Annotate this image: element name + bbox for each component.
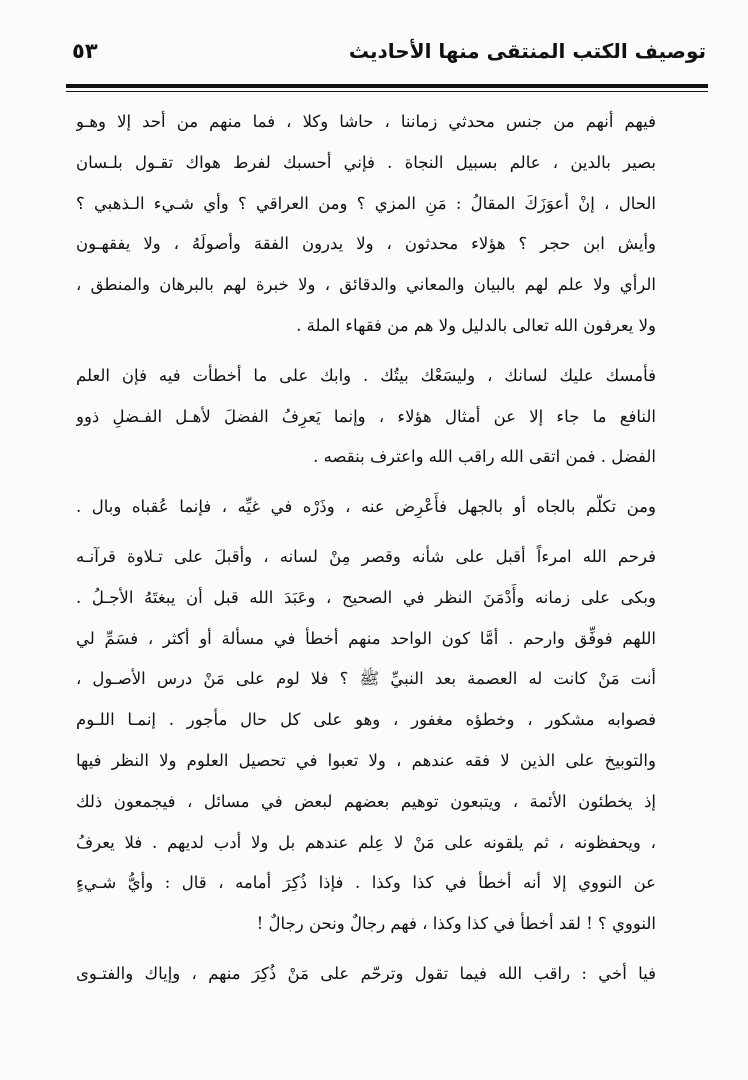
text-line: ، ويحفظونه ، ثم يلقونه على مَنْ لا عِلم عندهم بل ولا أدب لديهم . فلا يعرفُ — [76, 832, 656, 852]
text-line: الفضل . فمن اتقى الله راقب الله واعترف بنقصه . — [313, 447, 656, 467]
paragraph — [76, 537, 656, 945]
header-rule-thin — [66, 91, 708, 92]
text-line: فأمسك عليك لسانك ، وليسَعْك بيتُك . وابك على ما أخطأت فيه فإن العلم — [76, 365, 656, 385]
page-body — [76, 102, 656, 995]
page-number: ٥٣ — [72, 39, 98, 63]
text-line: النووي ؟ ! لقد أخطأ في كذا وكذا ، فهم رجالٌ ونحن رجالٌ ! — [256, 914, 656, 934]
paragraph — [76, 356, 656, 478]
text-line: فيهم أنهم من جنس محدثي زماننا ، حاشا وكلا ، فما منهم من أحد إلا وهـو — [76, 112, 656, 131]
paragraph — [76, 487, 656, 528]
paragraph — [76, 102, 656, 347]
text-line: اللهم فوفِّق وارحم . أمَّا كون الواحد منهم أخطأ في مسألة أو أكثر ، فسَمِّ لي — [76, 628, 656, 648]
text-line: فصوابه مشكور ، وخطؤه مغفور ، وهو على كل حال مأجور . إنمـا اللـوم — [76, 710, 656, 730]
text-line: أنت مَنْ كانت له العصمة بعد النبيِّ ﷺ ؟ فلا لوم على مَنْ درس الأصـول ، — [76, 669, 656, 689]
text-line: ومن تكلّم بالجاه أو بالجهل فأَعْرِض عنه ، وذَرْه في غيِّه ، فإنما عُقباه وبال . — [76, 497, 656, 517]
text-line: ولا يعرفون الله تعالى بالدليل ولا هم من فقهاء الملة . — [296, 315, 656, 335]
text-line: الرأي ولا علم لهم بالبيان والمعاني والدقائق ، ولا خبرة لهم بالبرهان والمنطق ، — [76, 275, 656, 295]
text-line: النافع ما جاء إلا عن أمثال هؤلاء ، وإنما يَعرِفُ الفضلَ لأهـل الفـضلِ ذوو — [76, 406, 656, 426]
text-line: إذ يخطئون الأئمة ، ويتبعون توهيم بعضهم لبعض في مسائل ، فيجمعون ذلك — [76, 791, 656, 811]
text-line: عن النووي إلا أنه أخطأ في كذا وكذا . فإذا ذُكِرَ أمامه ، قال : وأيُّ شـيءٍ — [76, 873, 656, 893]
text-line: وبكى على زمانه وأَدْمَنَ النظر في الصحيح ، وعَبَدَ الله قبل أن يبغتَهُ الأجـلُ . — [76, 587, 656, 607]
page-header — [68, 36, 706, 76]
text-line: فرحم الله امرءاً أقبل على شأنه وقصر مِنْ لسانه ، وأقبلَ على تـلاوة قرآنـه — [76, 546, 656, 566]
text-line: والتوبيخ على الذين لا فقه عندهم ، ولا تعبوا في تحصيل العلوم ولا النظر فيها — [76, 750, 656, 770]
running-title: توصيف الكتب المنتقى منها الأحاديث — [348, 39, 706, 63]
header-rule-thick — [66, 84, 708, 88]
paragraph — [76, 954, 656, 995]
text-line: فيا أخي : راقب الله فيما تقول وترحّم على مَنْ ذُكِرَ منهم ، وإياك والفتـوى — [76, 963, 656, 983]
text-line: وأيش ابن حجر ؟ هؤلاء محدثون ، ولا يدرون الفقهَ وأصولَهُ ، ولا يفقهـون — [76, 234, 656, 254]
text-line: الحال ، إنْ أعوَزَكَ المقالُ : مَنِ المزي ؟ ومن العراقي ؟ وأي شـيء الـذهبي ؟ — [76, 193, 656, 213]
text-line: بصير بالدين ، عالم بسبيل النجاة . فإني أحسبك لفرط هواك تقـول بلـسان — [76, 152, 656, 172]
